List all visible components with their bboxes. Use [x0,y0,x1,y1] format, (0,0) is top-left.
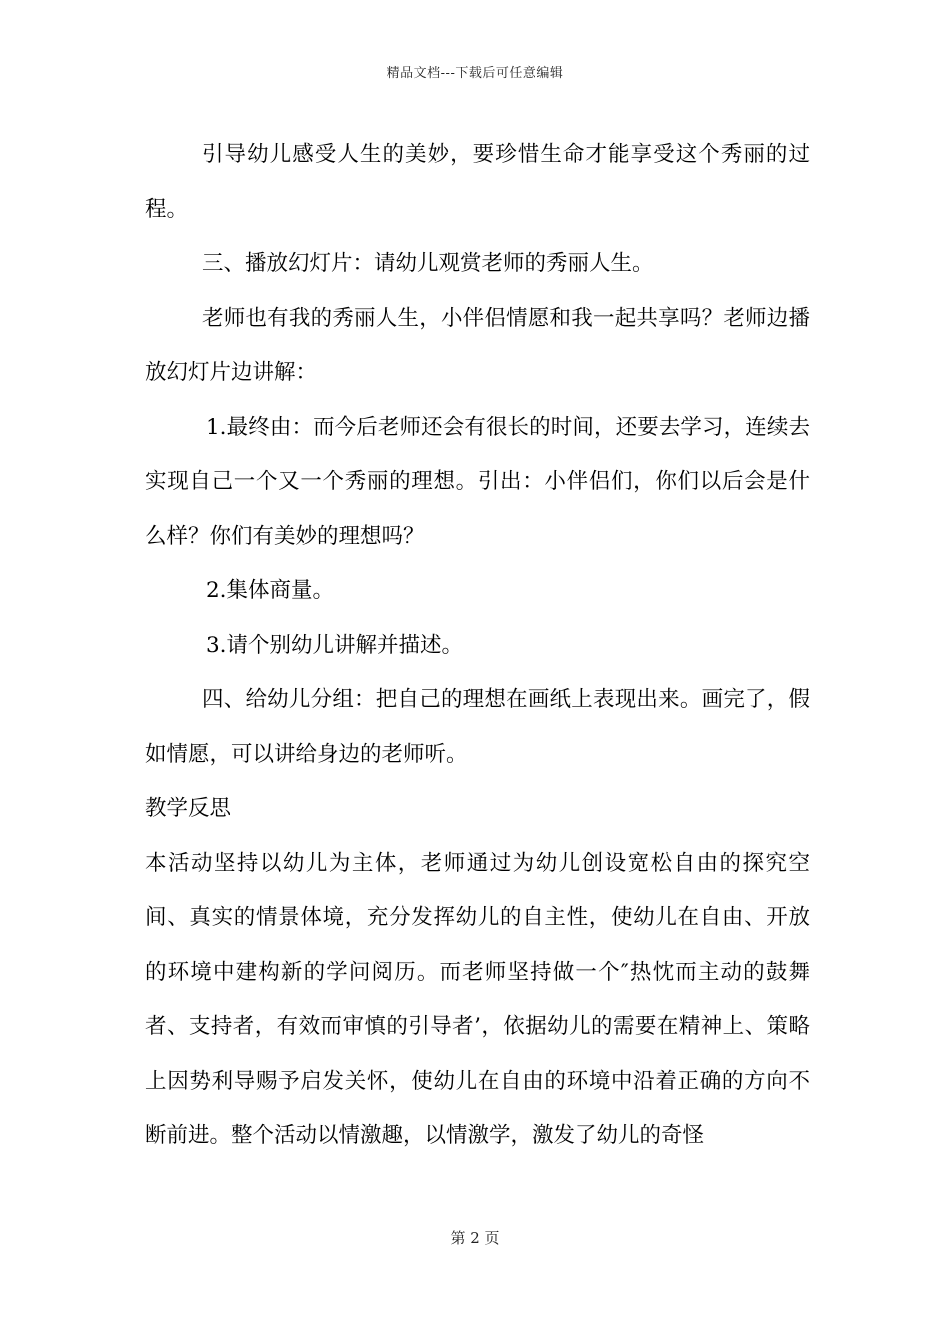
paragraph-reflection: 本活动坚持以幼儿为主体，老师通过为幼儿创设宽松自由的探究空间、真实的情景体境，充分发挥幼儿的自主性，使幼儿在自由、开放的环境中建构新的学问阅历。而老师坚持做一个″热忱而主动的鼓舞者、支持者，有效而审慎的引导者’，依据幼儿的需要在精神上、策略上因势利导赐予启发关怀，使幼儿在自由的环境中沿着正确的方向不断前进。整个活动以情激趣，以情激学，激发了幼儿的奇怪 [145,850,810,1148]
list-item-3: 3.请个别幼儿讲解并描述。 [206,632,464,658]
reflection-heading: 教学反思 [145,796,232,821]
paragraph-guide-children: 引导幼儿感受人生的美妙，要珍惜生命才能享受这个秀丽的过程。 [145,142,810,222]
section-three-heading: 三、播放幻灯片：请幼儿观赏老师的秀丽人生。 [202,251,654,276]
list-item-2: 2.集体商量。 [206,578,335,603]
page-number: 第 2 页 [450,1229,500,1247]
paragraph-teacher-slides: 老师也有我的秀丽人生，小伴侣情愿和我一起共享吗？老师边播放幻灯片边讲解： [145,305,810,385]
page-header: 精品文档---下载后可任意编辑 [386,66,564,81]
section-four-heading: 四、给幼儿分组：把自己的理想在画纸上表现出来。画完了，假如情愿，可以讲给身边的老师听。 [145,687,810,767]
list-item-1: 1.最终由：而今后老师还会有很长的时间，还要去学习，连续去实现自己一个又一个秀丽的理想。引出：小伴侣们，你们以后会是什么样？你们有美妙的理想吗？ [145,414,810,549]
document-body [145,128,810,1164]
